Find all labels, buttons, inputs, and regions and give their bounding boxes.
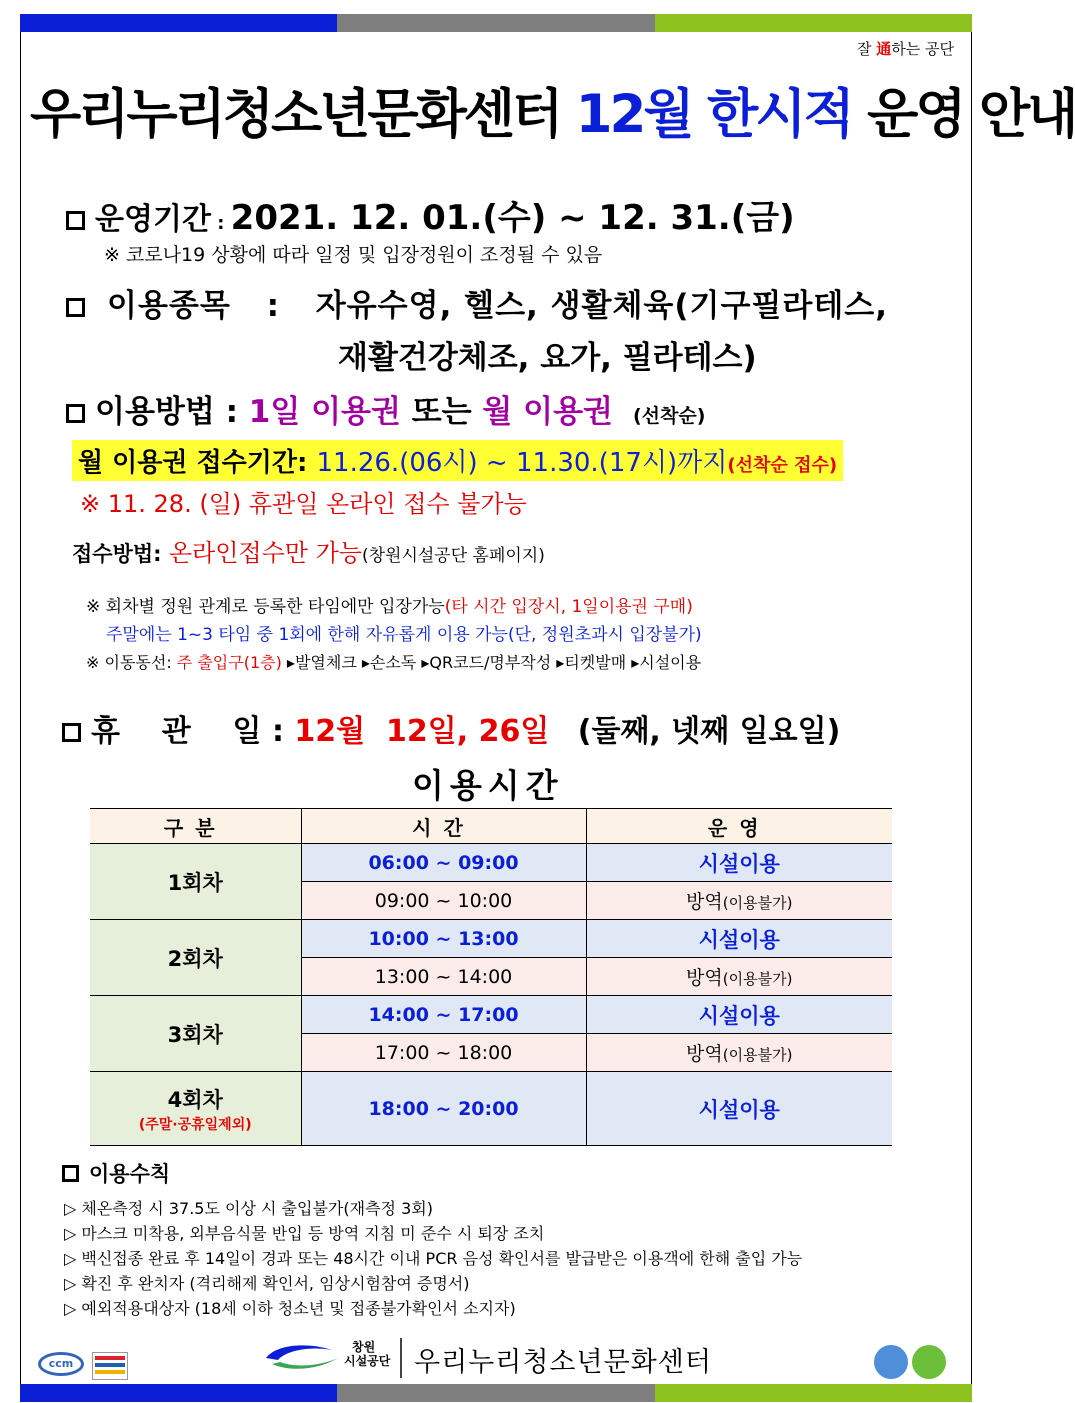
table-row	[90, 920, 892, 958]
slogan: 잘 通하는 공단	[856, 40, 954, 58]
ccm-logo: ccm	[38, 1352, 84, 1376]
header-time: 시간	[301, 809, 586, 844]
corp-name: 창원 시설공단	[344, 1340, 391, 1368]
use-label: 시설이용	[586, 844, 892, 882]
header-category: 구분	[90, 809, 301, 844]
table-header-row	[90, 809, 892, 844]
center-name: 우리누리청소년문화센터	[414, 1347, 712, 1378]
period-note: ※ 코로나19 상황에 따라 일정 및 입장정원이 조정될 수 있음	[104, 244, 603, 266]
use-time: 14:00 ~ 17:00	[301, 996, 586, 1034]
header-operation: 운영	[586, 809, 892, 844]
items-line-2: 재활건강체조, 요가, 필라테스)	[338, 340, 757, 376]
page-title: 우리누리청소년문화센터 12월 한시적 운영 안내	[30, 84, 1075, 145]
closed-day-notice: ※ 11. 28. (일) 휴관일 온라인 접수 불가능	[80, 490, 527, 518]
notice-weekend: 주말에는 1~3 타임 중 1회에 한해 자유롭게 이용 가능(단, 정원초과시 입장불가)	[106, 625, 702, 645]
schedule-table	[90, 808, 892, 1146]
mascot-left-icon	[874, 1345, 908, 1379]
schedule-title: 이용시간	[412, 766, 564, 805]
period-line: 운영기간 : 2021. 12. 01.(수) ~ 12. 31.(금)	[66, 190, 795, 239]
block-time: 17:00 ~ 18:00	[301, 1034, 586, 1072]
table-row	[90, 996, 892, 1034]
checkbox-square-icon	[66, 211, 85, 230]
registration-period: 월 이용권 접수기간: 11.26.(06시) ~ 11.30.(17시)까지(선착순 접수)	[72, 440, 843, 481]
notice-entry-time: ※ 회차별 정원 관계로 등록한 타임에만 입장가능(타 시간 입장시, 1일이용권 구매)	[86, 597, 693, 617]
use-time: 10:00 ~ 13:00	[301, 920, 586, 958]
block-time: 09:00 ~ 10:00	[301, 882, 586, 920]
checkbox-square-icon	[66, 298, 85, 317]
mascot-right-icon	[912, 1345, 946, 1379]
use-time: 06:00 ~ 09:00	[301, 844, 586, 882]
rule-item: ▷ 예외적용대상자 (18세 이하 청소년 및 접종불가확인서 소지자)	[64, 1299, 516, 1318]
holiday-line: 휴 관 일 : 12월 12일, 26일 (둘째, 넷째 일요일)	[62, 706, 840, 750]
checkbox-square-icon	[66, 404, 85, 423]
rule-item: ▷ 백신접종 완료 후 14일이 경과 또는 48시간 이내 PCR 음성 확인서를 발급받은 이용객에 한해 출입 가능	[64, 1249, 803, 1268]
certification-logo	[92, 1352, 128, 1380]
changwon-corp-logo-icon	[262, 1340, 342, 1374]
use-label: 시설이용	[586, 1072, 892, 1146]
use-time: 18:00 ~ 20:00	[301, 1072, 586, 1146]
checkbox-square-icon	[62, 723, 81, 742]
table-row	[90, 1072, 892, 1146]
rules-title: 이용수칙	[62, 1158, 170, 1188]
block-label: 방역(이용불가)	[586, 882, 892, 920]
use-label: 시설이용	[586, 920, 892, 958]
block-time: 13:00 ~ 14:00	[301, 958, 586, 996]
method-line: 이용방법 : 1일 이용권 또는 월 이용권 (선착순)	[66, 386, 705, 431]
bottom-color-bar	[20, 1384, 972, 1402]
table-row	[90, 844, 892, 882]
session-name: 3회차	[90, 996, 301, 1072]
items-line: 이용종목 : 자유수영, 헬스, 생활체육(기구필라테스,	[66, 280, 888, 325]
block-label: 방역(이용불가)	[586, 1034, 892, 1072]
notice-route: ※ 이동동선: 주 출입구(1층) ▸발열체크 ▸손소독 ▸QR코드/명부작성 ▸티켓발매 ▸시설이용	[86, 653, 702, 672]
rule-item: ▷ 체온측정 시 37.5도 이상 시 출입불가(재측정 3회)	[64, 1199, 433, 1218]
apply-method: 접수방법: 온라인접수만 가능(창원시설공단 홈페이지)	[72, 539, 545, 567]
top-color-bar	[20, 14, 972, 32]
rule-item: ▷ 확진 후 완치자 (격리해제 확인서, 임상시험참여 증명서)	[64, 1274, 470, 1293]
rule-item: ▷ 마스크 미착용, 외부음식물 반입 등 방역 지침 미 준수 시 퇴장 조치	[64, 1224, 545, 1243]
block-label: 방역(이용불가)	[586, 958, 892, 996]
session-name: 1회차	[90, 844, 301, 920]
use-label: 시설이용	[586, 996, 892, 1034]
session-name: 2회차	[90, 920, 301, 996]
footer-divider	[400, 1338, 402, 1378]
session-name: 4회차 (주말·공휴일제외)	[90, 1072, 301, 1146]
checkbox-square-icon	[62, 1165, 79, 1182]
